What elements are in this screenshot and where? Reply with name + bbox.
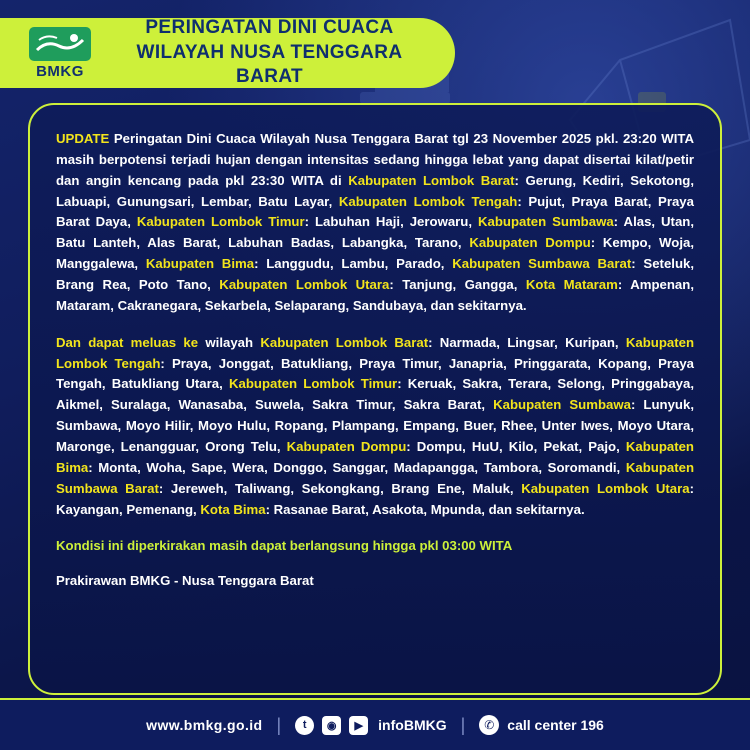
twitter-icon[interactable]: t (295, 716, 314, 735)
expansion-text: wilayah (198, 334, 261, 350)
expand-region-3-areas: : Keruak, Sakra, Terara, Selong, Pringgabaya, Aikmel, Suralaga, Wanasaba, Suwela, Sakra Timur, Sakra Barat, (56, 376, 694, 413)
call-center (479, 715, 604, 735)
footer-separator-1: | (276, 714, 282, 735)
expansion-lead: Dan dapat meluas ke (56, 334, 199, 350)
expand-region-5-name: Kabupaten Dompu (286, 439, 407, 455)
expand-region-9-name: Kota Bima (200, 501, 266, 517)
region-4-name: Kabupaten Sumbawa (478, 214, 614, 230)
expand-region-6-areas: : Monta, Woha, Sape, Wera, Donggo, Sanggar, Madapangga, Tambora, Soromandi, (88, 459, 626, 475)
region-8-name: Kabupaten Lombok Utara (219, 277, 390, 293)
call-center-label: call center 196 (507, 717, 604, 733)
expand-region-8-name: Kabupaten Lombok Utara (521, 480, 690, 496)
region-1-areas: : Gerung, Kediri, Sekotong, Labuapi, Gunungsari, Lembar, Batu Layar, (56, 172, 694, 209)
region-6-name: Kabupaten Bima (145, 256, 255, 272)
page-title-line1: PERINGATAN DINI CUACA (145, 16, 394, 38)
expand-region-4-name: Kabupaten Sumbawa (493, 397, 631, 413)
region-7-areas: : Seteluk, Brang Rea, Poto Tano, (56, 256, 695, 293)
phone-icon: ✆ (479, 715, 499, 735)
expand-region-9-areas: : Rasanae Barat, Asakota, Mpunda, dan sekitarnya. (265, 501, 585, 517)
page-title (106, 16, 455, 90)
expand-region-8-areas: : Kayangan, Pemenang, (56, 480, 694, 517)
region-7-name: Kabupaten Sumbawa Barat (452, 256, 632, 272)
footer-bar (0, 698, 750, 750)
expand-region-2-areas: : Praya, Jonggat, Batukliang, Praya Timur, Janapria, Pringgarata, Kopang, Praya Tengah, Batukliang Utara, (56, 355, 695, 392)
expand-region-6-name: Kabupaten Bima (56, 439, 694, 475)
youtube-icon[interactable]: ▶ (349, 716, 368, 735)
expand-region-1-name: Kabupaten Lombok Barat (260, 334, 429, 350)
region-9-name: Kota Mataram (525, 277, 618, 293)
instagram-icon[interactable]: ◉ (322, 716, 341, 735)
page-title-line2: WILAYAH NUSA TENGGARA BARAT (136, 41, 403, 88)
signature: Prakirawan BMKG - Nusa Tenggara Barat (56, 573, 314, 589)
expand-region-2-name: Kabupaten Lombok Tengah (56, 334, 694, 371)
warning-body (56, 129, 694, 592)
social-handle[interactable]: infoBMKG (378, 717, 447, 733)
website-link[interactable]: www.bmkg.go.id (146, 717, 263, 733)
expand-region-7-areas: : Jereweh, Taliwang, Sekongkang, Brang Ene, Maluk, (158, 480, 522, 496)
expand-region-3-name: Kabupaten Lombok Timur (228, 376, 398, 392)
bmkg-logo (14, 27, 106, 80)
region-5-areas: : Kempo, Woja, Manggalewa, (56, 235, 694, 272)
expand-region-4-areas: : Lunyuk, Sumbawa, Moyo Hilir, Moyo Hulu, Ropang, Plampang, Empang, Buer, Rhee, Unter Iwes, Moyo Utara, Maronge, Lenangguar, Orong Telu, (56, 397, 694, 455)
update-label: UPDATE (56, 131, 110, 146)
region-9-areas: : Ampenan, Mataram, Cakranegara, Sekarbela, Selaparang, Sandubaya, dan sekitarnya. (56, 277, 694, 313)
warning-content-card (28, 103, 722, 695)
region-2-name: Kabupaten Lombok Tengah (338, 193, 518, 209)
bmkg-logo-text: BMKG (36, 62, 84, 80)
paragraph-initial (56, 129, 694, 317)
region-3-name: Kabupaten Lombok Timur (136, 214, 305, 230)
footer-separator-2: | (460, 714, 466, 735)
region-8-areas: : Tanjung, Gangga, (389, 277, 526, 293)
expand-region-5-areas: : Dompu, HuU, Kilo, Pekat, Pajo, (406, 439, 626, 455)
bmkg-wave-logo-icon (29, 27, 91, 61)
paragraph-expansion (56, 333, 694, 521)
region-5-name: Kabupaten Dompu (469, 235, 591, 251)
region-4-areas: : Alas, Utan, Batu Lanteh, Alas Barat, Labuhan Badas, Labangka, Tarano, (56, 214, 695, 251)
intro-text: Peringatan Dini Cuaca Wilayah Nusa Tenggara Barat tgl 23 November 2025 pkl. 23:20 WITA masih berpotensi terjadi hujan dengan intensitas sedang hingga lebat yang dapat disertai kilat/petir dan angin kencang pada pkl 23:30 WITA di (56, 131, 694, 188)
duration-note: Kondisi ini diperkirakan masih dapat berlangsung hingga pkl 03:00 WITA (56, 538, 513, 554)
region-1-name: Kabupaten Lombok Barat (348, 172, 515, 188)
region-6-areas: : Langgudu, Lambu, Parado, (254, 256, 453, 272)
social-links (295, 716, 446, 735)
header-banner (0, 18, 455, 88)
region-2-areas: : Pujut, Praya Barat, Praya Barat Daya, (56, 193, 694, 230)
region-3-areas: : Labuhan Haji, Jerowaru, (304, 214, 478, 230)
expand-region-7-name: Kabupaten Sumbawa Barat (56, 459, 694, 496)
expand-region-1-areas: : Narmada, Lingsar, Kuripan, (428, 334, 626, 350)
